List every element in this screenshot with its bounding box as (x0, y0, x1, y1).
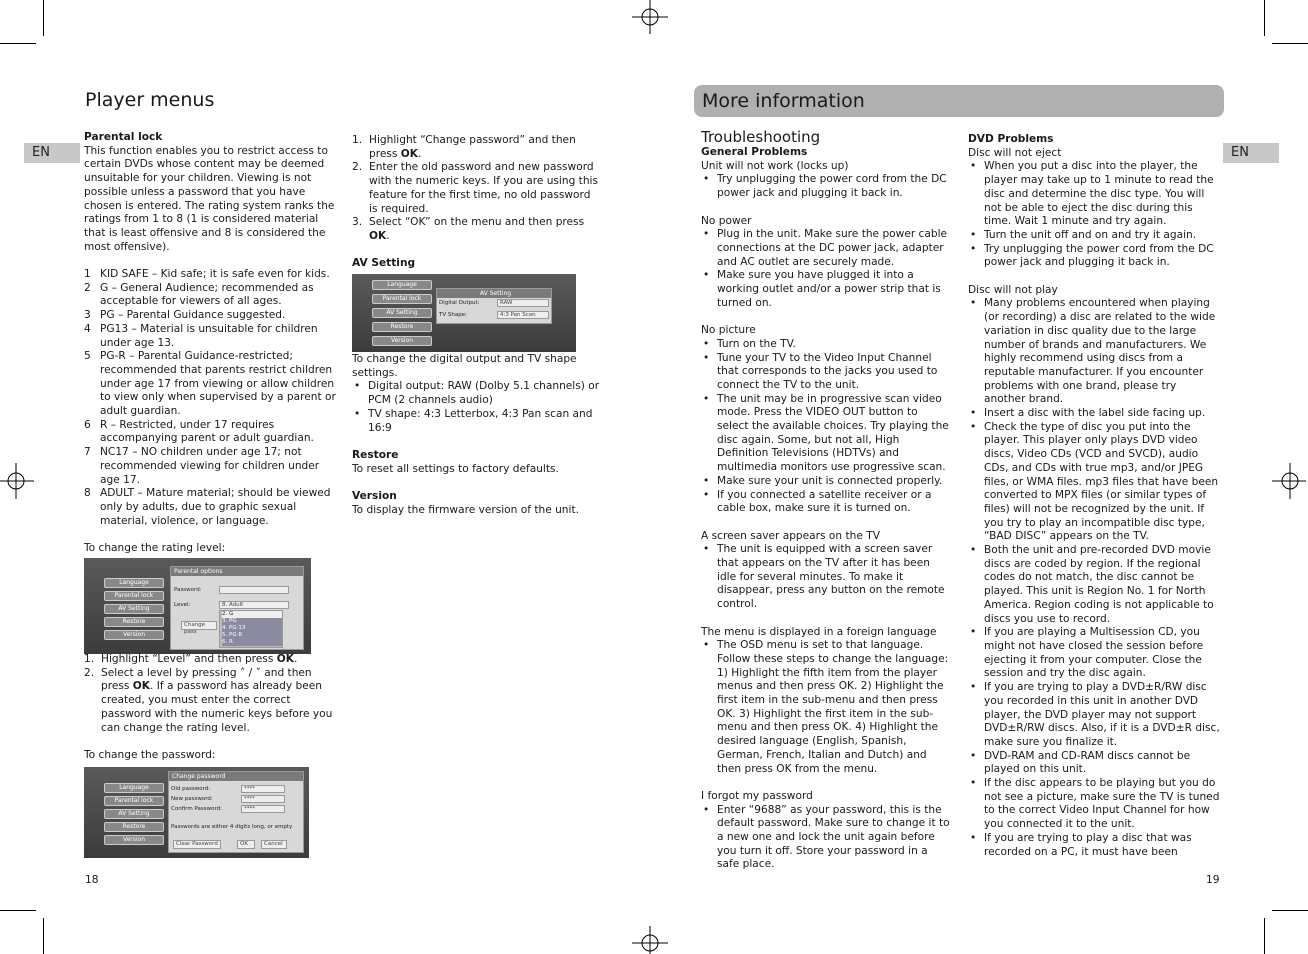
problem-heading: I forgot my password (701, 789, 813, 802)
level-option: 3. PG (222, 618, 282, 625)
new-password-field: **** (241, 795, 285, 803)
panel-title: Change password (169, 772, 303, 781)
bullet-item (968, 544, 1220, 626)
rating-item (84, 487, 336, 528)
level-value: 8. Adult (219, 601, 289, 609)
language-tab: EN (24, 143, 80, 163)
right-column-1 (701, 128, 951, 872)
cancel-button: Cancel (261, 840, 287, 849)
bullet-item (701, 639, 951, 776)
bullet-item (701, 228, 951, 269)
menu-item: Restore (104, 617, 164, 627)
bullet-icon: • (703, 269, 710, 282)
bullet-item (701, 393, 951, 475)
step-text-part: . (386, 229, 390, 242)
menu-item: Language (104, 783, 164, 793)
bullet-text: Tune your TV to the Video Input Channel that corresponds to the jacks you used to connect the TV to the unit. (717, 351, 938, 391)
bullet-icon: • (703, 639, 710, 652)
step-number: 1. (84, 653, 95, 665)
bullet-text: Insert a disc with the label side facing up. (984, 407, 1206, 420)
bullet-text: Many problems encountered when playing (or recording) a disc are related to the wide variation in disc quality due to the large number of brands and manufacturers. We highly recommend using discs from a reputable manufacturer. If you encounter problems with one brand, please try another brand. (984, 297, 1216, 406)
bullet-item (701, 543, 951, 612)
bullet-text: Turn the unit off and on and try it again. (984, 228, 1197, 241)
rating-number: 2 (84, 281, 91, 294)
options-panel (170, 566, 304, 650)
bullet-icon: • (970, 777, 977, 790)
confirm-password-field: **** (241, 805, 285, 813)
password-label: Password: (174, 587, 202, 593)
bullet-text: If you are playing a Multisession CD, you might not have closed the session before ejecting it from your computer. Close the session and try the disc again. (984, 626, 1204, 680)
step-text-part: Select a level by pressing ˄ / ˅ and then press (101, 666, 312, 693)
bullet-icon: • (354, 407, 361, 420)
step-text (369, 216, 602, 243)
bullet-icon: • (354, 380, 361, 393)
rating-text: KID SAFE – Kid safe; it is safe even for kids. (100, 268, 330, 281)
bullet-item (968, 681, 1220, 750)
change-password-panel (168, 771, 304, 853)
rating-item (84, 282, 336, 309)
bullet-text: Make sure you have plugged it into a working outlet and/or a power strip that is turned on. (717, 269, 941, 309)
menu-item: Version (104, 630, 164, 640)
menu-item: Language (104, 578, 164, 588)
bullet-icon: • (703, 337, 710, 350)
bullet-item (968, 160, 1220, 229)
problem-bullets (701, 804, 951, 873)
bullet-item (968, 832, 1220, 859)
step-number: 2. (84, 666, 95, 679)
bullet-icon: • (703, 228, 710, 241)
bullet-icon: • (703, 173, 710, 186)
bullet-text: Both the unit and pre-recorded DVD movie discs are coded by region. If the regional codes do not match, the disc cannot be played. This unit is Region No. 1 for North America. Region coding is not applicable to discs you use to record. (984, 544, 1214, 625)
restore-description: To reset all settings to factory defaults. (352, 462, 559, 475)
bullet-item (968, 243, 1220, 270)
bullet-item (701, 489, 951, 516)
step-key: OK (400, 147, 418, 160)
av-setting-heading: AV Setting (352, 257, 416, 270)
registration-mark-icon (632, 0, 668, 36)
left-column-2-lower (352, 353, 602, 517)
bullet-text: If the disc appears to be playing but you do not see a picture, make sure the TV is tuned to the correct Video Input Channel for how you connected it to the unit. (984, 777, 1220, 831)
step-text-part: Enter the old password and new password with the numeric keys. If you are using this feature for the first time, no old password is required. (369, 161, 599, 215)
step-number: 2. (352, 161, 363, 174)
bullet-item (701, 475, 951, 489)
level-label: Level: (174, 602, 191, 608)
rating-item (84, 350, 336, 419)
bullet-text: If you are trying to play a disc that was recorded on a PC, it must have been (984, 831, 1192, 858)
parental-options-screenshot (84, 558, 311, 654)
rating-text: NC17 – NO children under age 17; not recommended viewing for children under age 17. (100, 446, 320, 486)
bullet-icon: • (703, 543, 710, 556)
bullet-item (352, 408, 602, 435)
bullet-icon: • (970, 242, 977, 255)
left-column-2 (352, 134, 602, 271)
old-password-label: Old password: (171, 786, 211, 792)
bullet-item (968, 297, 1220, 407)
bullet-icon: • (970, 831, 977, 844)
confirm-password-label: Confirm Password: (171, 806, 222, 812)
crop-mark (43, 918, 44, 954)
problem-heading: No picture (701, 324, 756, 337)
bullet-text: Make sure your unit is connected properly. (717, 474, 943, 487)
page-number: 18 (85, 874, 99, 886)
rating-text: R – Restricted, under 17 requires accompanying parent or adult guardian. (100, 418, 314, 445)
av-bullets-list (352, 380, 602, 435)
step-item (84, 667, 336, 736)
step-item (352, 216, 602, 243)
bullet-item (968, 750, 1220, 777)
tv-shape-label: TV Shape: (439, 312, 467, 318)
bullet-icon: • (703, 351, 710, 364)
digital-output-label: Digital Output: (439, 300, 480, 306)
bullet-text: Try unplugging the power cord from the DC power jack and plugging it back in. (984, 242, 1214, 269)
crop-mark (1272, 910, 1308, 911)
crop-mark (0, 910, 36, 911)
rating-text: PG13 – Material is unsuitable for children under age 13. (100, 322, 318, 349)
step-text (369, 161, 602, 216)
rating-item (84, 268, 336, 282)
step-text (101, 653, 336, 667)
bullet-item (968, 421, 1220, 544)
rating-text: ADULT – Mature material; should be viewed only by adults, due to graphic sexual material, violence, or language. (100, 487, 331, 527)
bullet-icon: • (703, 474, 710, 487)
av-setting-description: To change the digital output and TV shape settings. (352, 353, 577, 379)
crop-mark (43, 0, 44, 36)
bullet-icon: • (970, 544, 977, 557)
ok-button: OK (237, 840, 255, 849)
level-option: 5. PG R (222, 632, 282, 639)
av-setting-panel (436, 288, 552, 324)
bullet-text: Enter “9688” as your password, this is the default password. Make sure to change it to a new one and lock the unit again before you turn it off. Store your password in a safe place. (717, 803, 950, 871)
rating-number: 4 (84, 322, 91, 335)
level-option: 4. PG 13 (222, 625, 282, 632)
panel-title: Parental options (171, 567, 303, 576)
section-title-bar: More information (694, 85, 1224, 117)
step-item (352, 134, 602, 161)
rating-text: PG – Parental Guidance suggested. (100, 309, 286, 322)
bullet-text: TV shape: 4:3 Letterbox, 4:3 Pan scan and 16:9 (368, 407, 593, 434)
rating-number: 6 (84, 418, 91, 431)
rating-item (84, 446, 336, 487)
crop-mark (1264, 918, 1265, 954)
bullet-text: Plug in the unit. Make sure the power cable connections at the DC power jack, adapter and AC outlet are securely made. (717, 228, 948, 268)
bullet-item (352, 380, 602, 407)
rating-text: G – General Audience; recommended as acceptable for viewers of all ages. (100, 281, 314, 308)
spacer (701, 516, 951, 530)
bullet-text: Turn on the TV. (717, 337, 796, 350)
crop-mark (1272, 43, 1308, 44)
crop-mark (1264, 0, 1265, 36)
rating-number: 1 (84, 268, 91, 281)
restore-heading: Restore (352, 448, 399, 461)
rating-number: 3 (84, 309, 91, 322)
change-password-screenshot (84, 767, 309, 858)
bullet-text: The OSD menu is set to that language. Follow these steps to change the language: 1) Highlight the fifth item from the player menus and then press OK. 2) Highlight the first item in the sub-menu and then press OK. 3) Highlight the first item in the sub-menu and then press OK. 4) Highlight the desired language (English, Spanish, German, French, Italian and Dutch) and then press OK from the menu. (717, 639, 949, 775)
bullet-text: If you are trying to play a DVD±R/RW disc you recorded in this unit in another DVD player, the DVD player may not support DVD±R/RW discs. Also, if it is a DVD±R disc, make sure you finalize it. (984, 681, 1220, 748)
step-text (101, 667, 336, 736)
left-column-1 (84, 131, 336, 556)
step-text-part: . (418, 147, 422, 160)
step-number: 1. (352, 134, 363, 146)
step-text-part: Highlight “Change password” and then press (369, 134, 576, 160)
problem-bullets (701, 639, 951, 776)
bullet-icon: • (703, 488, 710, 501)
change-password-label: To change the password: (84, 748, 216, 761)
bullet-icon: • (970, 228, 977, 241)
menu-item: AV Setting (104, 604, 164, 614)
general-problems-list (701, 160, 951, 872)
step-key: OK (369, 229, 387, 242)
crop-mark (0, 43, 36, 44)
password-steps-list (352, 134, 602, 244)
problem-bullets (701, 173, 951, 200)
problem-bullets (701, 228, 951, 310)
bullet-item (968, 229, 1220, 243)
step-number: 3. (352, 216, 363, 229)
bullet-item (968, 407, 1220, 421)
spacer (968, 270, 1220, 284)
rating-text: PG-R – Parental Guidance-restricted; recommended that parents restrict children under age 17 from viewing or allow children to view only when supervised by a parent or adult guardian. (100, 350, 336, 418)
bullet-icon: • (970, 407, 977, 420)
spacer (701, 310, 951, 324)
problem-heading: The menu is displayed in a foreign language (701, 625, 937, 638)
bullet-icon: • (703, 392, 710, 405)
menu-item: Version (372, 336, 432, 346)
password-note: Passwords are either 4 digits long, or empty (171, 824, 293, 830)
menu-item: Restore (372, 322, 432, 332)
panel-title: AV Setting (437, 289, 551, 298)
rating-item (84, 419, 336, 446)
problem-heading: A screen saver appears on the TV (701, 529, 880, 542)
dvd-problems-heading: DVD Problems (968, 133, 1054, 145)
digital-output-value: RAW (497, 299, 549, 307)
menu-item: AV Setting (104, 809, 164, 819)
bullet-icon: • (703, 803, 710, 816)
language-tab: EN (1223, 143, 1279, 163)
av-setting-screenshot (352, 274, 576, 352)
menu-item: Language (372, 280, 432, 290)
page-number: 19 (1206, 874, 1220, 886)
bullet-text: If you connected a satellite receiver or a cable box, make sure it is turned on. (717, 488, 932, 515)
step-key: OK (276, 653, 294, 665)
step-item (84, 653, 336, 667)
password-field (219, 586, 289, 594)
rating-number: 5 (84, 350, 91, 363)
step-key: OK (132, 680, 150, 693)
bullet-icon: • (970, 749, 977, 762)
rating-number: 7 (84, 446, 91, 459)
step-item (352, 161, 602, 216)
spacer (701, 612, 951, 626)
dvd-problems-list (968, 147, 1220, 860)
bullet-icon: • (970, 160, 977, 173)
spacer (701, 776, 951, 790)
bullet-item (968, 777, 1220, 832)
change-password-button: Change pass (181, 621, 217, 630)
bullet-item (701, 352, 951, 393)
bullet-text: The unit may be in progressive scan video mode. Press the VIDEO OUT button to select the available choices. Try playing the disc again. Some, but not all, High Definition Televisions (HDTVs) and multimedia monitors use progressive scan. (717, 392, 949, 474)
rating-item (84, 323, 336, 350)
bullet-icon: • (970, 420, 977, 433)
step-text-part: . (293, 653, 298, 665)
tv-shape-value: 4:3 Pan Scan (497, 311, 549, 319)
step-text (369, 134, 602, 161)
level-dropdown (219, 610, 283, 648)
bullet-text: Try unplugging the power cord from the DC power jack and plugging it back in. (717, 173, 947, 200)
bullet-icon: • (970, 681, 977, 694)
menu-item: Parental lock (372, 294, 432, 304)
right-column-2 (968, 133, 1220, 859)
page-title: Player menus (85, 89, 215, 111)
level-option: 6. R (222, 639, 282, 646)
level-option: 2. G (222, 611, 282, 618)
rating-item (84, 309, 336, 323)
bullet-text: When you put a disc into the player, the player may take up to 1 minute to read the disc and determine the disc type. You will not be able to eject the disc during this time. Wait 1 minute and try again. (984, 160, 1214, 228)
bullet-item (701, 269, 951, 310)
bullet-item (701, 804, 951, 873)
menu-item: Version (104, 835, 164, 845)
old-password-field: **** (241, 785, 285, 793)
problem-heading: No power (701, 214, 752, 227)
rating-number: 8 (84, 487, 91, 500)
version-heading: Version (352, 490, 397, 502)
step-text-part: . If a password has already been created, you must enter the correct password with the numeric keys before you can change the rating level. (101, 680, 333, 734)
bullet-icon: • (970, 626, 977, 639)
rating-steps-list (84, 653, 336, 735)
menu-item: Parental lock (104, 591, 164, 601)
parental-lock-heading: Parental lock (84, 131, 163, 143)
troubleshooting-title: Troubleshooting (701, 128, 821, 146)
bullet-text: Check the type of disc you put into the player. This player only plays DVD video discs, Video CDs (VCD and SVCD), audio CDs, and CDs with true mp3, and/or JPEG files, or WMA files. mp3 files that have been converted to MPX files (or similar types of files) will not be recognized by the unit. If you try to play an incompatible disc type, “BAD DISC” appears on the TV. (984, 420, 1219, 543)
problem-bullets (968, 160, 1220, 270)
menu-item: AV Setting (372, 308, 432, 318)
bullet-text: DVD-RAM and CD-RAM discs cannot be played on this unit. (984, 749, 1191, 776)
problem-heading: Disc will not eject (968, 146, 1062, 159)
registration-mark-icon (0, 463, 36, 499)
problem-bullets (968, 297, 1220, 859)
parental-lock-intro: This function enables you to restrict access to certain DVDs whose content may be deemed unsuitable for your children. Viewing is not possible unless a password that you have chosen is entered. The rating system ranks the ratings from 1 to 8 (1 is considered material that is least offensive and 8 is considered the most offensive). (84, 144, 335, 253)
problem-heading: Unit will not work (locks up) (701, 159, 849, 172)
problem-heading: Disc will not play (968, 283, 1058, 296)
problem-bullets (701, 543, 951, 612)
step-text-part: Highlight “Level” and then press (101, 653, 277, 665)
bullet-icon: • (970, 297, 977, 310)
bullet-text: The unit is equipped with a screen saver that appears on the TV after it has been idle for several minutes. To make it disappear, press any button on the remote control. (717, 543, 945, 611)
registration-mark-icon (632, 924, 668, 954)
new-password-label: New password: (171, 796, 213, 802)
bullet-item (968, 626, 1220, 681)
clear-password-button: Clear Password (173, 840, 221, 849)
menu-item: Parental lock (104, 796, 164, 806)
ratings-list (84, 268, 336, 528)
registration-mark-icon (1270, 463, 1306, 499)
bullet-text: Digital output: RAW (Dolby 5.1 channels) or PCM (2 channels audio) (368, 380, 600, 407)
left-column-1-lower (84, 653, 336, 763)
problem-bullets (701, 338, 951, 516)
spacer (701, 201, 951, 215)
general-problems-heading: General Problems (701, 146, 808, 158)
step-text-part: Select “OK” on the menu and then press (369, 216, 585, 229)
bullet-item (701, 338, 951, 352)
bullet-item (701, 173, 951, 200)
change-rating-label: To change the rating level: (84, 542, 226, 555)
version-description: To display the firmware version of the unit. (352, 503, 579, 516)
menu-item: Restore (104, 822, 164, 832)
